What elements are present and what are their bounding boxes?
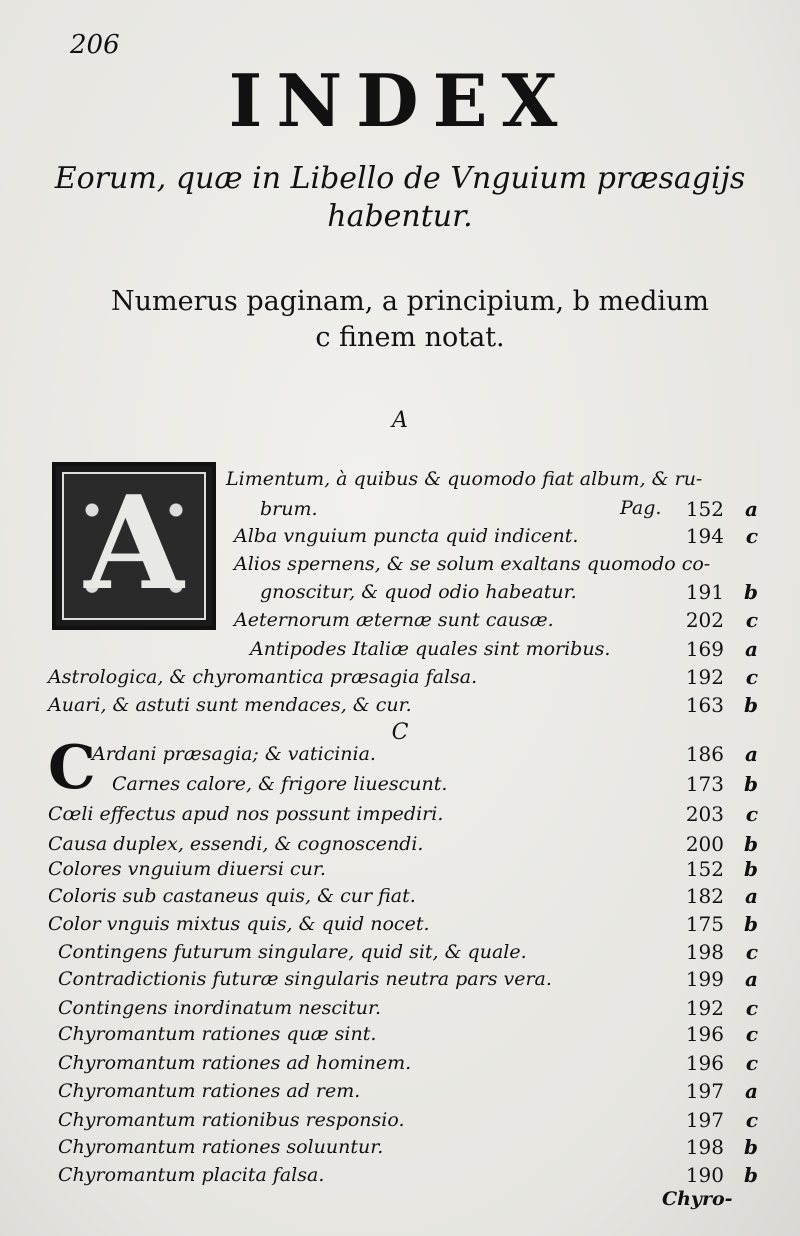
page-reference-number: 192 xyxy=(685,665,724,689)
entry-text: Carnes calore, & frigore liuescunt. xyxy=(112,773,448,795)
page-reference-letter: b xyxy=(744,693,758,717)
entry-text: Cœli effectus apud nos possunt impediri. xyxy=(48,803,444,825)
page-reference-letter: c xyxy=(745,524,758,548)
page-number: 206 xyxy=(70,30,120,60)
entry-text: Chyromantum rationes quæ sint. xyxy=(58,1023,377,1045)
page-reference-number: 196 xyxy=(685,1022,724,1046)
page-reference-number: 197 xyxy=(685,1079,724,1103)
page-reference-number: 169 xyxy=(685,637,724,661)
page-reference-letter: a xyxy=(745,637,758,661)
page-reference-letter: c xyxy=(745,940,758,964)
subtitle-line: Eorum, quæ in Libello de Vnguium præsagijs xyxy=(54,161,746,196)
page-reference-number: 196 xyxy=(685,1051,724,1075)
page-reference-letter: a xyxy=(745,1079,758,1103)
entry-text: Colores vnguium diuersi cur. xyxy=(48,858,326,880)
page-reference-number: 182 xyxy=(685,884,724,908)
entry-text: Alios spernens, & se solum exaltans quomodo co- xyxy=(234,553,711,575)
entry-text: Astrologica, & chyromantica præsagia falsa. xyxy=(48,666,478,688)
entry-text: Chyromantum rationes ad hominem. xyxy=(58,1052,412,1074)
page-reference-letter: c xyxy=(745,665,758,689)
page-reference-number: 194 xyxy=(685,524,724,548)
entry-text: Contingens inordinatum nescitur. xyxy=(58,997,382,1019)
entry-text: Limentum, à quibus & quomodo fiat album, & ru- xyxy=(226,468,703,490)
page-reference-number: 173 xyxy=(685,772,724,796)
page-title: INDEX xyxy=(228,58,572,143)
page-reference-number: 190 xyxy=(685,1163,724,1187)
entry-text: brum. xyxy=(260,498,318,520)
page-reference-letter: a xyxy=(745,884,758,908)
page-reference-letter: b xyxy=(744,772,758,796)
page-reference-letter: a xyxy=(745,497,758,521)
note-line: c finem notat. xyxy=(315,322,505,353)
catchword: Chyro- xyxy=(662,1188,733,1210)
subtitle xyxy=(40,160,760,236)
page-reference-letter: c xyxy=(745,802,758,826)
page-reference-number: 175 xyxy=(685,912,724,936)
page-reference-number: 192 xyxy=(685,996,724,1020)
entry-text: Chyromantum rationes ad rem. xyxy=(58,1080,361,1102)
page-reference-letter: a xyxy=(745,967,758,991)
page-reference-letter: b xyxy=(744,912,758,936)
page-reference-number: 198 xyxy=(685,1135,724,1159)
page-reference-number: 198 xyxy=(685,940,724,964)
entry-text: Chyromantum rationibus responsio. xyxy=(58,1109,405,1131)
entry-text: Antipodes Italiæ quales sint moribus. xyxy=(250,638,611,660)
entry-text: gnoscitur, & quod odio habeatur. xyxy=(260,581,577,603)
page-reference-letter: c xyxy=(745,1022,758,1046)
initial-letter: A xyxy=(84,469,184,619)
note-line: Numerus paginam, a principium, b medium xyxy=(111,286,709,317)
pag-label: Pag. xyxy=(620,497,662,519)
page-reference-letter: b xyxy=(744,580,758,604)
page-reference-number: 152 xyxy=(685,497,724,521)
page-reference-letter: b xyxy=(744,857,758,881)
entry-text: Contradictionis futuræ singularis neutra pars vera. xyxy=(58,968,552,990)
subtitle-line: habentur. xyxy=(327,199,473,234)
entry-text: Coloris sub castaneus quis, & cur fiat. xyxy=(48,885,416,907)
page-reference-letter: b xyxy=(744,1135,758,1159)
entry-text: Causa duplex, essendi, & cognoscendi. xyxy=(48,833,424,855)
page-reference-letter: c xyxy=(745,1051,758,1075)
page-reference-number: 152 xyxy=(685,857,724,881)
page-reference-letter: a xyxy=(745,742,758,766)
page-reference-letter: c xyxy=(745,996,758,1020)
page-reference-number: 203 xyxy=(685,802,724,826)
entry-text: Ardani præsagia; & vaticinia. xyxy=(92,743,376,765)
page-reference-number: 191 xyxy=(685,580,724,604)
entry-text: Chyromantum placita falsa. xyxy=(58,1164,325,1186)
page-reference-letter: b xyxy=(744,832,758,856)
page-reference-number: 163 xyxy=(685,693,724,717)
entry-text: Chyromantum rationes soluuntur. xyxy=(58,1136,384,1158)
page-reference-letter: c xyxy=(745,1108,758,1132)
entry-text: Alba vnguium puncta quid indicent. xyxy=(234,525,579,547)
page-reference-number: 199 xyxy=(685,967,724,991)
page-reference-number: 200 xyxy=(685,832,724,856)
entry-text: Aeternorum æternæ sunt causæ. xyxy=(234,609,554,631)
page-reference-number: 202 xyxy=(685,608,724,632)
page-reference-number: 186 xyxy=(685,742,724,766)
ornamental-initial-a xyxy=(52,462,216,630)
section-heading-a: A xyxy=(392,408,408,433)
entry-text: Auari, & astuti sunt mendaces, & cur. xyxy=(48,694,412,716)
initial-letter-c: C xyxy=(48,733,96,803)
section-heading-c: C xyxy=(391,720,409,745)
numbering-note xyxy=(40,284,780,356)
page-reference-letter: b xyxy=(744,1163,758,1187)
page-reference-number: 197 xyxy=(685,1108,724,1132)
entry-text: Color vnguis mixtus quis, & quid nocet. xyxy=(48,913,430,935)
entry-text: Contingens futurum singulare, quid sit, & quale. xyxy=(58,941,527,963)
page-reference-letter: c xyxy=(745,608,758,632)
